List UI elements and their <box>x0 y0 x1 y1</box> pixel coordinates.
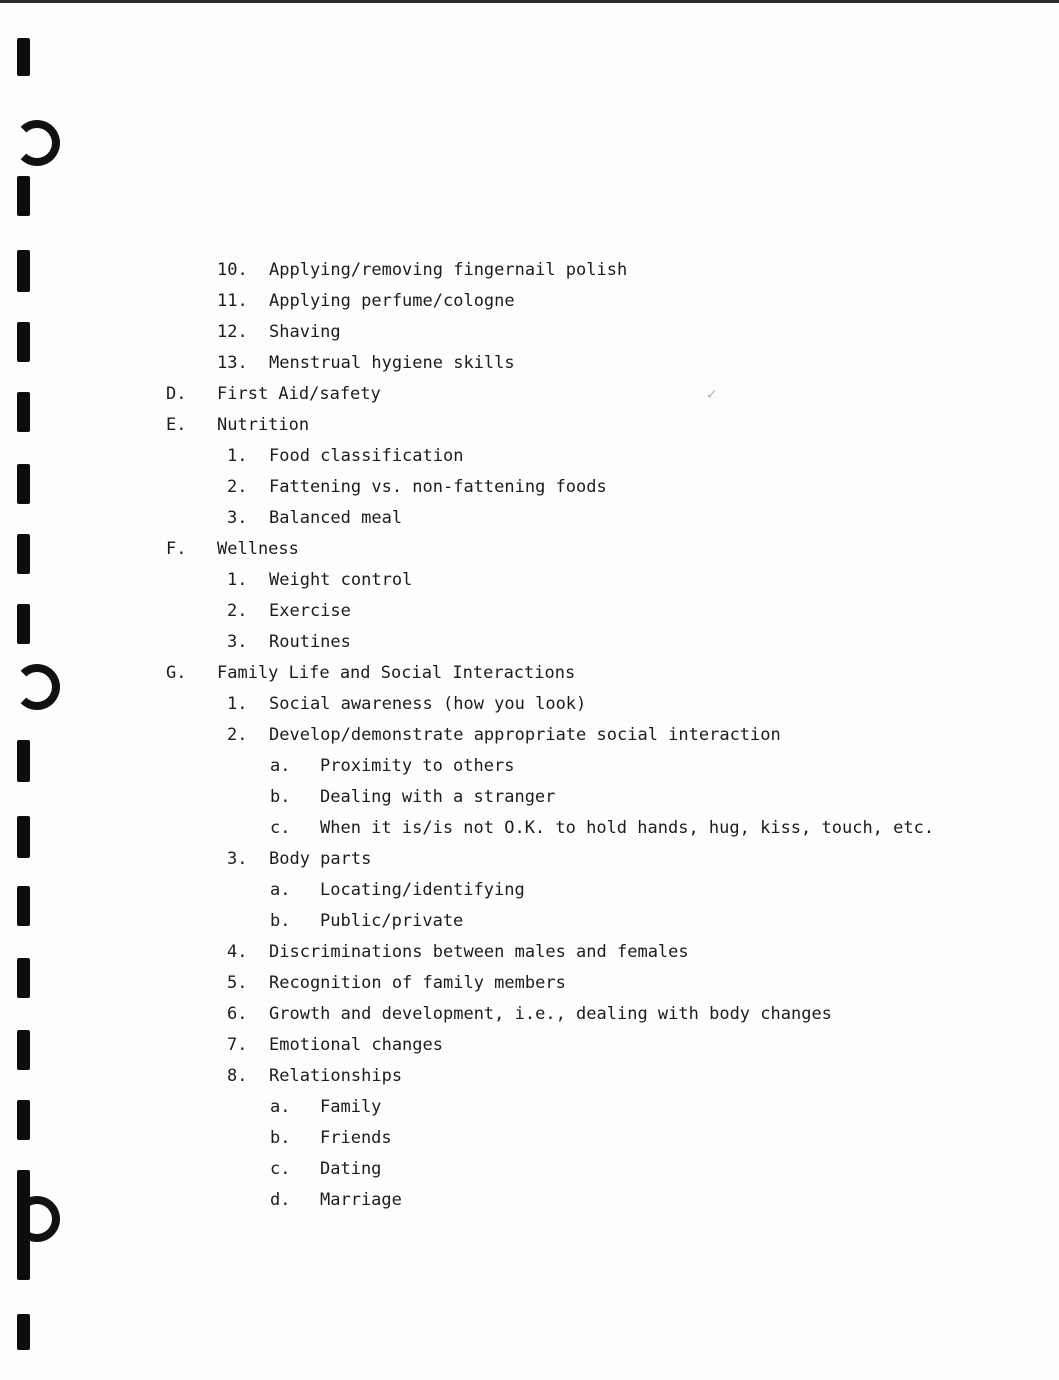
outline-text: Friends <box>320 1128 392 1148</box>
outline-text: Family <box>320 1097 382 1117</box>
outline-text: Develop/demonstrate appropriate social interaction <box>269 725 781 745</box>
outline-marker: 12. <box>217 322 248 342</box>
outline-marker: 5. <box>227 973 248 993</box>
outline-text: First Aid/safety <box>217 384 381 404</box>
outline-text: When it is/is not O.K. to hold hands, hug, kiss, touch, etc. <box>320 818 935 838</box>
outline-marker: 13. <box>217 353 248 373</box>
outline-text: Social awareness (how you look) <box>269 694 587 714</box>
outline-text: Routines <box>269 632 351 652</box>
outline-marker: c. <box>270 1159 291 1179</box>
outline-text: Food classification <box>269 446 464 466</box>
outline-text: Exercise <box>269 601 351 621</box>
outline-text: Weight control <box>269 570 413 590</box>
outline-marker: 1. <box>227 446 248 466</box>
outline-text: Locating/identifying <box>320 880 525 900</box>
outline-text: Applying/removing fingernail polish <box>269 260 628 280</box>
outline-text: Fattening vs. non-fattening foods <box>269 477 607 497</box>
outline-text: Relationships <box>269 1066 403 1086</box>
outline-text: Proximity to others <box>320 756 515 776</box>
outline-text: Growth and development, i.e., dealing with body changes <box>269 1004 832 1024</box>
outline-text: Dealing with a stranger <box>320 787 556 807</box>
outline-marker: 11. <box>217 291 248 311</box>
outline-text: Recognition of family members <box>269 973 566 993</box>
outline-text: Balanced meal <box>269 508 403 528</box>
outline-text: Shaving <box>269 322 341 342</box>
outline-marker: 10. <box>217 260 248 280</box>
outline-text: Family Life and Social Interactions <box>217 663 576 683</box>
outline-marker: 1. <box>227 570 248 590</box>
outline-marker: b. <box>270 911 291 931</box>
outline-text: Discriminations between males and females <box>269 942 689 962</box>
outline-marker: 4. <box>227 942 248 962</box>
outline-marker: 2. <box>227 477 248 497</box>
outline-marker: b. <box>270 1128 291 1148</box>
outline-marker: 3. <box>227 849 248 869</box>
outline-marker: F. <box>166 539 187 559</box>
outline-marker: b. <box>270 787 291 807</box>
outline-text: Public/private <box>320 911 464 931</box>
outline-text: Menstrual hygiene skills <box>269 353 515 373</box>
outline-marker: 8. <box>227 1066 248 1086</box>
outline-marker: 7. <box>227 1035 248 1055</box>
outline-marker: 2. <box>227 601 248 621</box>
outline-marker: E. <box>166 415 187 435</box>
outline-marker: 3. <box>227 632 248 652</box>
outline-text: Body parts <box>269 849 372 869</box>
outline-text: Marriage <box>320 1190 402 1210</box>
outline-marker: c. <box>270 818 291 838</box>
outline-marker: 6. <box>227 1004 248 1024</box>
outline-marker: d. <box>270 1190 291 1210</box>
outline-text: Nutrition <box>217 415 310 435</box>
outline-marker: D. <box>166 384 187 404</box>
outline-text: Wellness <box>217 539 299 559</box>
outline-marker: a. <box>270 756 291 776</box>
outline-text: Dating <box>320 1159 382 1179</box>
outline-marker: 3. <box>227 508 248 528</box>
outline-marker: 2. <box>227 725 248 745</box>
outline-marker: a. <box>270 880 291 900</box>
outline-marker: a. <box>270 1097 291 1117</box>
outline-text: Emotional changes <box>269 1035 443 1055</box>
pencil-check-icon: ✓ <box>706 387 718 403</box>
outline-text: Applying perfume/cologne <box>269 291 515 311</box>
outline-marker: 1. <box>227 694 248 714</box>
outline-marker: G. <box>166 663 187 683</box>
